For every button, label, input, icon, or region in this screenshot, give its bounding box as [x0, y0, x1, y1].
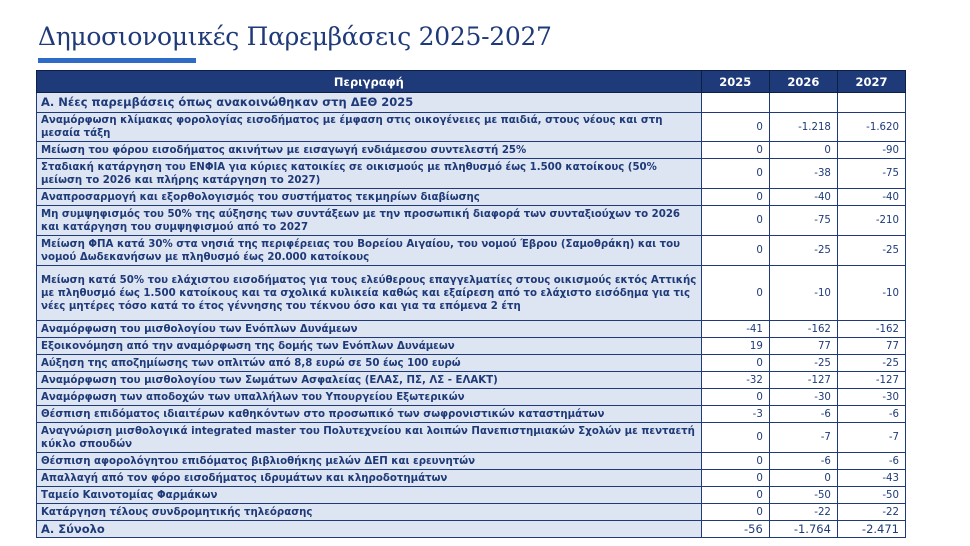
table-row [37, 206, 906, 236]
value-2027: -162 [837, 321, 905, 338]
value-2026: -30 [769, 389, 837, 406]
empty-cell [701, 93, 769, 113]
sum-2027: -2.471 [837, 521, 905, 538]
empty-cell [769, 93, 837, 113]
value-2025: 0 [701, 142, 769, 159]
table-row [37, 159, 906, 189]
table-row [37, 338, 906, 355]
value-2025: -32 [701, 372, 769, 389]
value-2027: -1.620 [837, 113, 905, 142]
table-row [37, 453, 906, 470]
value-2026: -1.218 [769, 113, 837, 142]
value-2027: -75 [837, 159, 905, 189]
value-2025: 0 [701, 487, 769, 504]
value-2025: -41 [701, 321, 769, 338]
value-2027: -40 [837, 189, 905, 206]
row-description: Εξοικονόμηση από την αναμόρφωση της δομής των Ενόπλων Δυνάμεων [37, 338, 702, 355]
table-row [37, 487, 906, 504]
value-2027: -30 [837, 389, 905, 406]
value-2027: -25 [837, 236, 905, 266]
value-2027: 77 [837, 338, 905, 355]
row-description: Αύξηση της αποζημίωσης των οπλιτών από 8,8 ευρώ σε 50 έως 100 ευρώ [37, 355, 702, 372]
table-row [37, 372, 906, 389]
table-row [37, 423, 906, 453]
sum-label: Α. Σύνολο [37, 521, 702, 538]
table-row [37, 113, 906, 142]
value-2027: -90 [837, 142, 905, 159]
value-2025: 0 [701, 266, 769, 321]
section-heading-row [37, 93, 906, 113]
table-row [37, 266, 906, 321]
value-2027: -10 [837, 266, 905, 321]
row-description: Κατάργηση τέλους συνδρομητικής τηλεόρασης [37, 504, 702, 521]
row-description: Αναμόρφωση των αποδοχών των υπαλλήλων του Υπουργείου Εξωτερικών [37, 389, 702, 406]
page-title: Δημοσιονομικές Παρεμβάσεις 2025-2027 [38, 22, 552, 51]
value-2026: -6 [769, 453, 837, 470]
value-2026: -75 [769, 206, 837, 236]
value-2025: 0 [701, 206, 769, 236]
table-row [37, 236, 906, 266]
row-description: Μη συμψηφισμός του 50% της αύξησης των συντάξεων με την προσωπική διαφορά των συνταξιούχων το 2026 και κατάργηση του συμψηφισμού από το 2027 [37, 206, 702, 236]
value-2027: -50 [837, 487, 905, 504]
row-description: Θέσπιση αφορολόγητου επιδόματος βιβλιοθήκης μελών ΔΕΠ και ερευνητών [37, 453, 702, 470]
value-2025: 0 [701, 453, 769, 470]
value-2026: 0 [769, 142, 837, 159]
value-2026: -25 [769, 355, 837, 372]
value-2026: -6 [769, 406, 837, 423]
row-description: Θέσπιση επιδόματος ιδιαιτέρων καθηκόντων στο προσωπικό των σωφρονιστικών καταστημάτων [37, 406, 702, 423]
value-2027: -43 [837, 470, 905, 487]
row-description: Μείωση του φόρου εισοδήματος ακινήτων με εισαγωγή ενδιάμεσου συντελεστή 25% [37, 142, 702, 159]
section-heading: Α. Νέες παρεμβάσεις όπως ανακοινώθηκαν στη ΔΕΘ 2025 [37, 93, 702, 113]
value-2025: 0 [701, 470, 769, 487]
table-row [37, 389, 906, 406]
value-2025: 0 [701, 423, 769, 453]
table-row [37, 189, 906, 206]
title-underline [38, 58, 196, 63]
value-2025: -3 [701, 406, 769, 423]
value-2025: 19 [701, 338, 769, 355]
row-description: Αναμόρφωση του μισθολογίου των Ενόπλων Δυνάμεων [37, 321, 702, 338]
value-2027: -25 [837, 355, 905, 372]
value-2027: -22 [837, 504, 905, 521]
value-2027: -6 [837, 406, 905, 423]
value-2026: -40 [769, 189, 837, 206]
column-header-2025: 2025 [701, 71, 769, 93]
value-2026: -38 [769, 159, 837, 189]
value-2026: -7 [769, 423, 837, 453]
table-row [37, 142, 906, 159]
column-header-description: Περιγραφή [37, 71, 702, 93]
table-row [37, 321, 906, 338]
value-2026: 0 [769, 470, 837, 487]
empty-cell [837, 93, 905, 113]
row-description: Ταμείο Καινοτομίας Φαρμάκων [37, 487, 702, 504]
column-header-2027: 2027 [837, 71, 905, 93]
row-description: Μείωση ΦΠΑ κατά 30% στα νησιά της περιφέρειας του Βορείου Αιγαίου, του νομού Έβρου (Σαμοθράκη) και του νομού Δωδεκανήσων με πληθυσμό έως 20.000 κατοίκους [37, 236, 702, 266]
sum-2026: -1.764 [769, 521, 837, 538]
value-2025: 0 [701, 389, 769, 406]
fiscal-measures-table [36, 70, 906, 538]
value-2027: -127 [837, 372, 905, 389]
table-row [37, 504, 906, 521]
value-2027: -6 [837, 453, 905, 470]
row-description: Αναγνώριση μισθολογικά integrated master του Πολυτεχνείου και λοιπών Πανεπιστημιακών Σχολών με πενταετή κύκλο σπουδών [37, 423, 702, 453]
row-description: Αναπροσαρμογή και εξορθολογισμός του συστήματος τεκμηρίων διαβίωσης [37, 189, 702, 206]
value-2026: -50 [769, 487, 837, 504]
value-2026: -25 [769, 236, 837, 266]
table-header-row [37, 71, 906, 93]
value-2026: -10 [769, 266, 837, 321]
value-2026: 77 [769, 338, 837, 355]
value-2027: -7 [837, 423, 905, 453]
value-2025: 0 [701, 113, 769, 142]
value-2025: 0 [701, 159, 769, 189]
value-2025: 0 [701, 236, 769, 266]
value-2026: -127 [769, 372, 837, 389]
column-header-2026: 2026 [769, 71, 837, 93]
table-row [37, 470, 906, 487]
table-row [37, 406, 906, 423]
row-description: Αναμόρφωση του μισθολογίου των Σωμάτων Ασφαλείας (ΕΛΑΣ, ΠΣ, ΛΣ - ΕΛΑΚΤ) [37, 372, 702, 389]
value-2026: -22 [769, 504, 837, 521]
sum-2025: -56 [701, 521, 769, 538]
row-description: Αναμόρφωση κλίμακας φορολογίας εισοδήματος με έμφαση στις οικογένειες με παιδιά, στους νέους και στη μεσαία τάξη [37, 113, 702, 142]
row-description: Απαλλαγή από τον φόρο εισοδήματος ιδρυμάτων και κληροδοτημάτων [37, 470, 702, 487]
row-description: Μείωση κατά 50% του ελάχιστου εισοδήματος για τους ελεύθερους επαγγελματίες στους οικισμούς εκτός Αττικής με πληθυσμό έως 1.500 κατοίκους και τα σχολικά κυλικεία καθώς και εξαίρεση από το ελάχιστο εισόδημα για τις νέες μητέρες τόσο κατά το έτος γέννησης του τέκνου όσο και για τα επόμενα 2 έτη [37, 266, 702, 321]
value-2025: 0 [701, 504, 769, 521]
sum-row [37, 521, 906, 538]
value-2025: 0 [701, 355, 769, 372]
table-row [37, 355, 906, 372]
value-2025: 0 [701, 189, 769, 206]
row-description: Σταδιακή κατάργηση του ΕΝΦΙΑ για κύριες κατοικίες σε οικισμούς με πληθυσμό έως 1.500 κατοίκους (50% μείωση το 2026 και πλήρης κατάργηση το 2027) [37, 159, 702, 189]
value-2026: -162 [769, 321, 837, 338]
value-2027: -210 [837, 206, 905, 236]
